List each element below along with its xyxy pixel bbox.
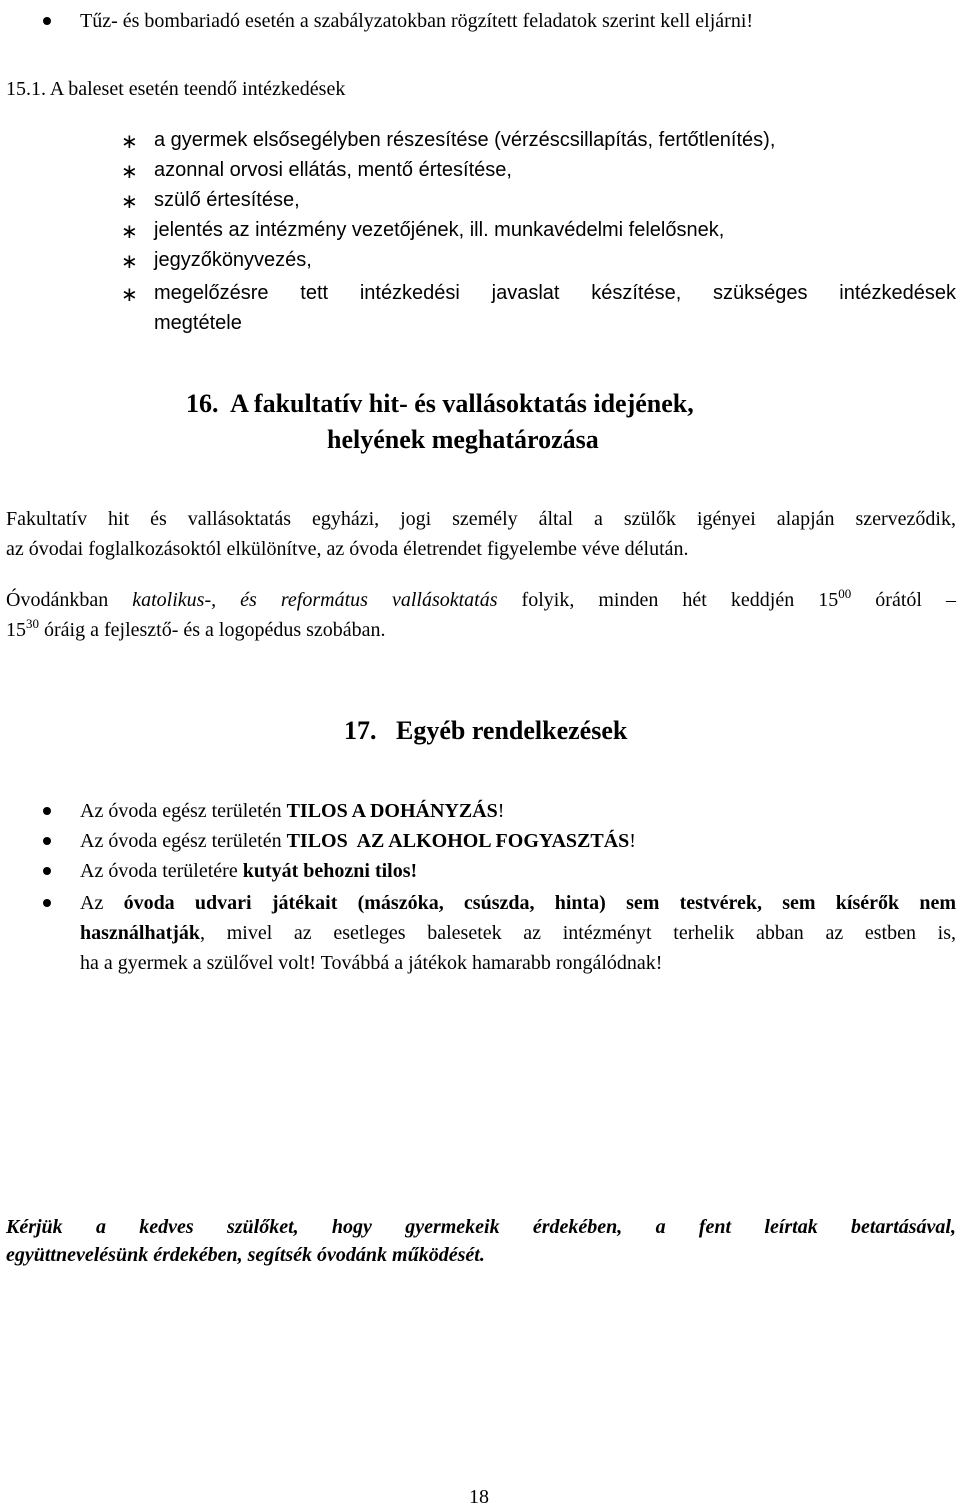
schedule-paragraph <box>6 585 956 645</box>
list-item-text: megelőzésre tett intézkedési javaslat készítése, szükséges intézkedések <box>154 282 956 304</box>
text: TILOS AZ ALKOHOL FOGYASZTÁS <box>286 830 630 852</box>
time-superscript: 00 <box>838 586 852 601</box>
text: használhatják <box>80 922 201 944</box>
page-number: 18 <box>469 1486 489 1508</box>
section-17-title: 17. Egyéb rendelkezések <box>344 716 628 745</box>
asterisk-icon: ∗ <box>121 251 138 273</box>
asterisk-icon: ∗ <box>121 191 138 213</box>
text: órától – <box>851 589 957 611</box>
section-16-title: 16. A fakultatív hit- és vallásoktatás idejének, <box>186 389 694 418</box>
paragraph-line: Fakultatív hit és vallásoktatás egyházi, jogi személy által a szülők igényei alapján szerveződik, <box>6 508 956 530</box>
text: kutyát behozni tilos! <box>242 860 418 882</box>
bullet-dot-icon <box>43 837 51 845</box>
bullet-dot-icon <box>43 807 51 815</box>
rule-no-dogs <box>80 856 417 886</box>
paragraph-line: Kérjük a kedves szülőket, hogy gyermekeik érdekében, a fent leírtak betartásával, <box>6 1216 956 1238</box>
rule-playground <box>80 888 956 978</box>
list-item: jegyzőkönyvezés, <box>154 249 312 271</box>
paragraph-line <box>6 615 956 645</box>
religious-education-paragraph <box>6 504 956 564</box>
list-item-continuation: megtétele <box>154 312 242 334</box>
bullet-dot-icon <box>43 867 51 875</box>
paragraph-line: együttnevelésünk érdekében, segítsék óvodánk működését. <box>6 1244 485 1266</box>
rule-no-alcohol <box>80 826 636 856</box>
paragraph-line <box>6 585 956 615</box>
list-item: szülő értesítése, <box>154 189 300 211</box>
text: Óvodánkban <box>6 589 133 611</box>
asterisk-icon: ∗ <box>121 161 138 183</box>
fire-alarm-note: Tűz- és bombariadó esetén a szabályzatokban rögzített feladatok szerint kell eljárni! <box>80 10 754 32</box>
list-item <box>154 278 956 338</box>
text: Az óvoda egész területén <box>80 800 287 822</box>
text: folyik, minden hét keddjén 15 <box>497 589 839 611</box>
section-15-1-title: 15.1. A baleset esetén teendő intézkedések <box>6 78 346 100</box>
text: TILOS A DOHÁNYZÁS <box>286 800 498 822</box>
list-item: azonnal orvosi ellátás, mentő értesítése, <box>154 159 512 181</box>
time-superscript: 30 <box>26 616 39 631</box>
closing-request <box>6 1213 956 1269</box>
asterisk-icon: ∗ <box>121 221 138 243</box>
rule-no-smoking <box>80 796 504 826</box>
paragraph-line <box>80 918 956 948</box>
section-16-subtitle: helyének meghatározása <box>327 425 599 454</box>
text: , mivel az esetleges balesetek az intézményt terhelik abban az estben is, <box>200 922 956 944</box>
text: óvoda udvari játékait (mászóka, csúszda, hinta) sem testvérek, sem kísérők nem <box>123 892 956 914</box>
text: Az óvoda egész területén <box>80 830 287 852</box>
paragraph-line <box>80 888 956 918</box>
bullet-dot-icon <box>43 17 51 25</box>
text: ! <box>629 830 636 852</box>
text: Az óvoda területére <box>80 860 243 882</box>
text: óráig a fejlesztő- és a logopédus szobában. <box>39 619 386 641</box>
list-item: a gyermek elsősegélyben részesítése (vérzéscsillapítás, fertőtlenítés), <box>154 129 776 151</box>
text: ! <box>497 800 505 822</box>
bullet-dot-icon <box>43 899 51 907</box>
religion-names: katolikus-, és református vallásoktatás <box>132 589 498 611</box>
list-item: jelentés az intézmény vezetőjének, ill. munkavédelmi felelősnek, <box>154 219 725 241</box>
paragraph-line: az óvodai foglalkozásoktól elkülönítve, az óvoda életrendet figyelembe véve délután. <box>6 538 689 560</box>
text: 15 <box>6 619 26 641</box>
asterisk-icon: ∗ <box>121 131 138 153</box>
text: Az <box>80 892 124 914</box>
asterisk-icon: ∗ <box>121 284 138 306</box>
paragraph-line: ha a gyermek a szülővel volt! Továbbá a játékok hamarabb rongálódnak! <box>80 952 663 974</box>
